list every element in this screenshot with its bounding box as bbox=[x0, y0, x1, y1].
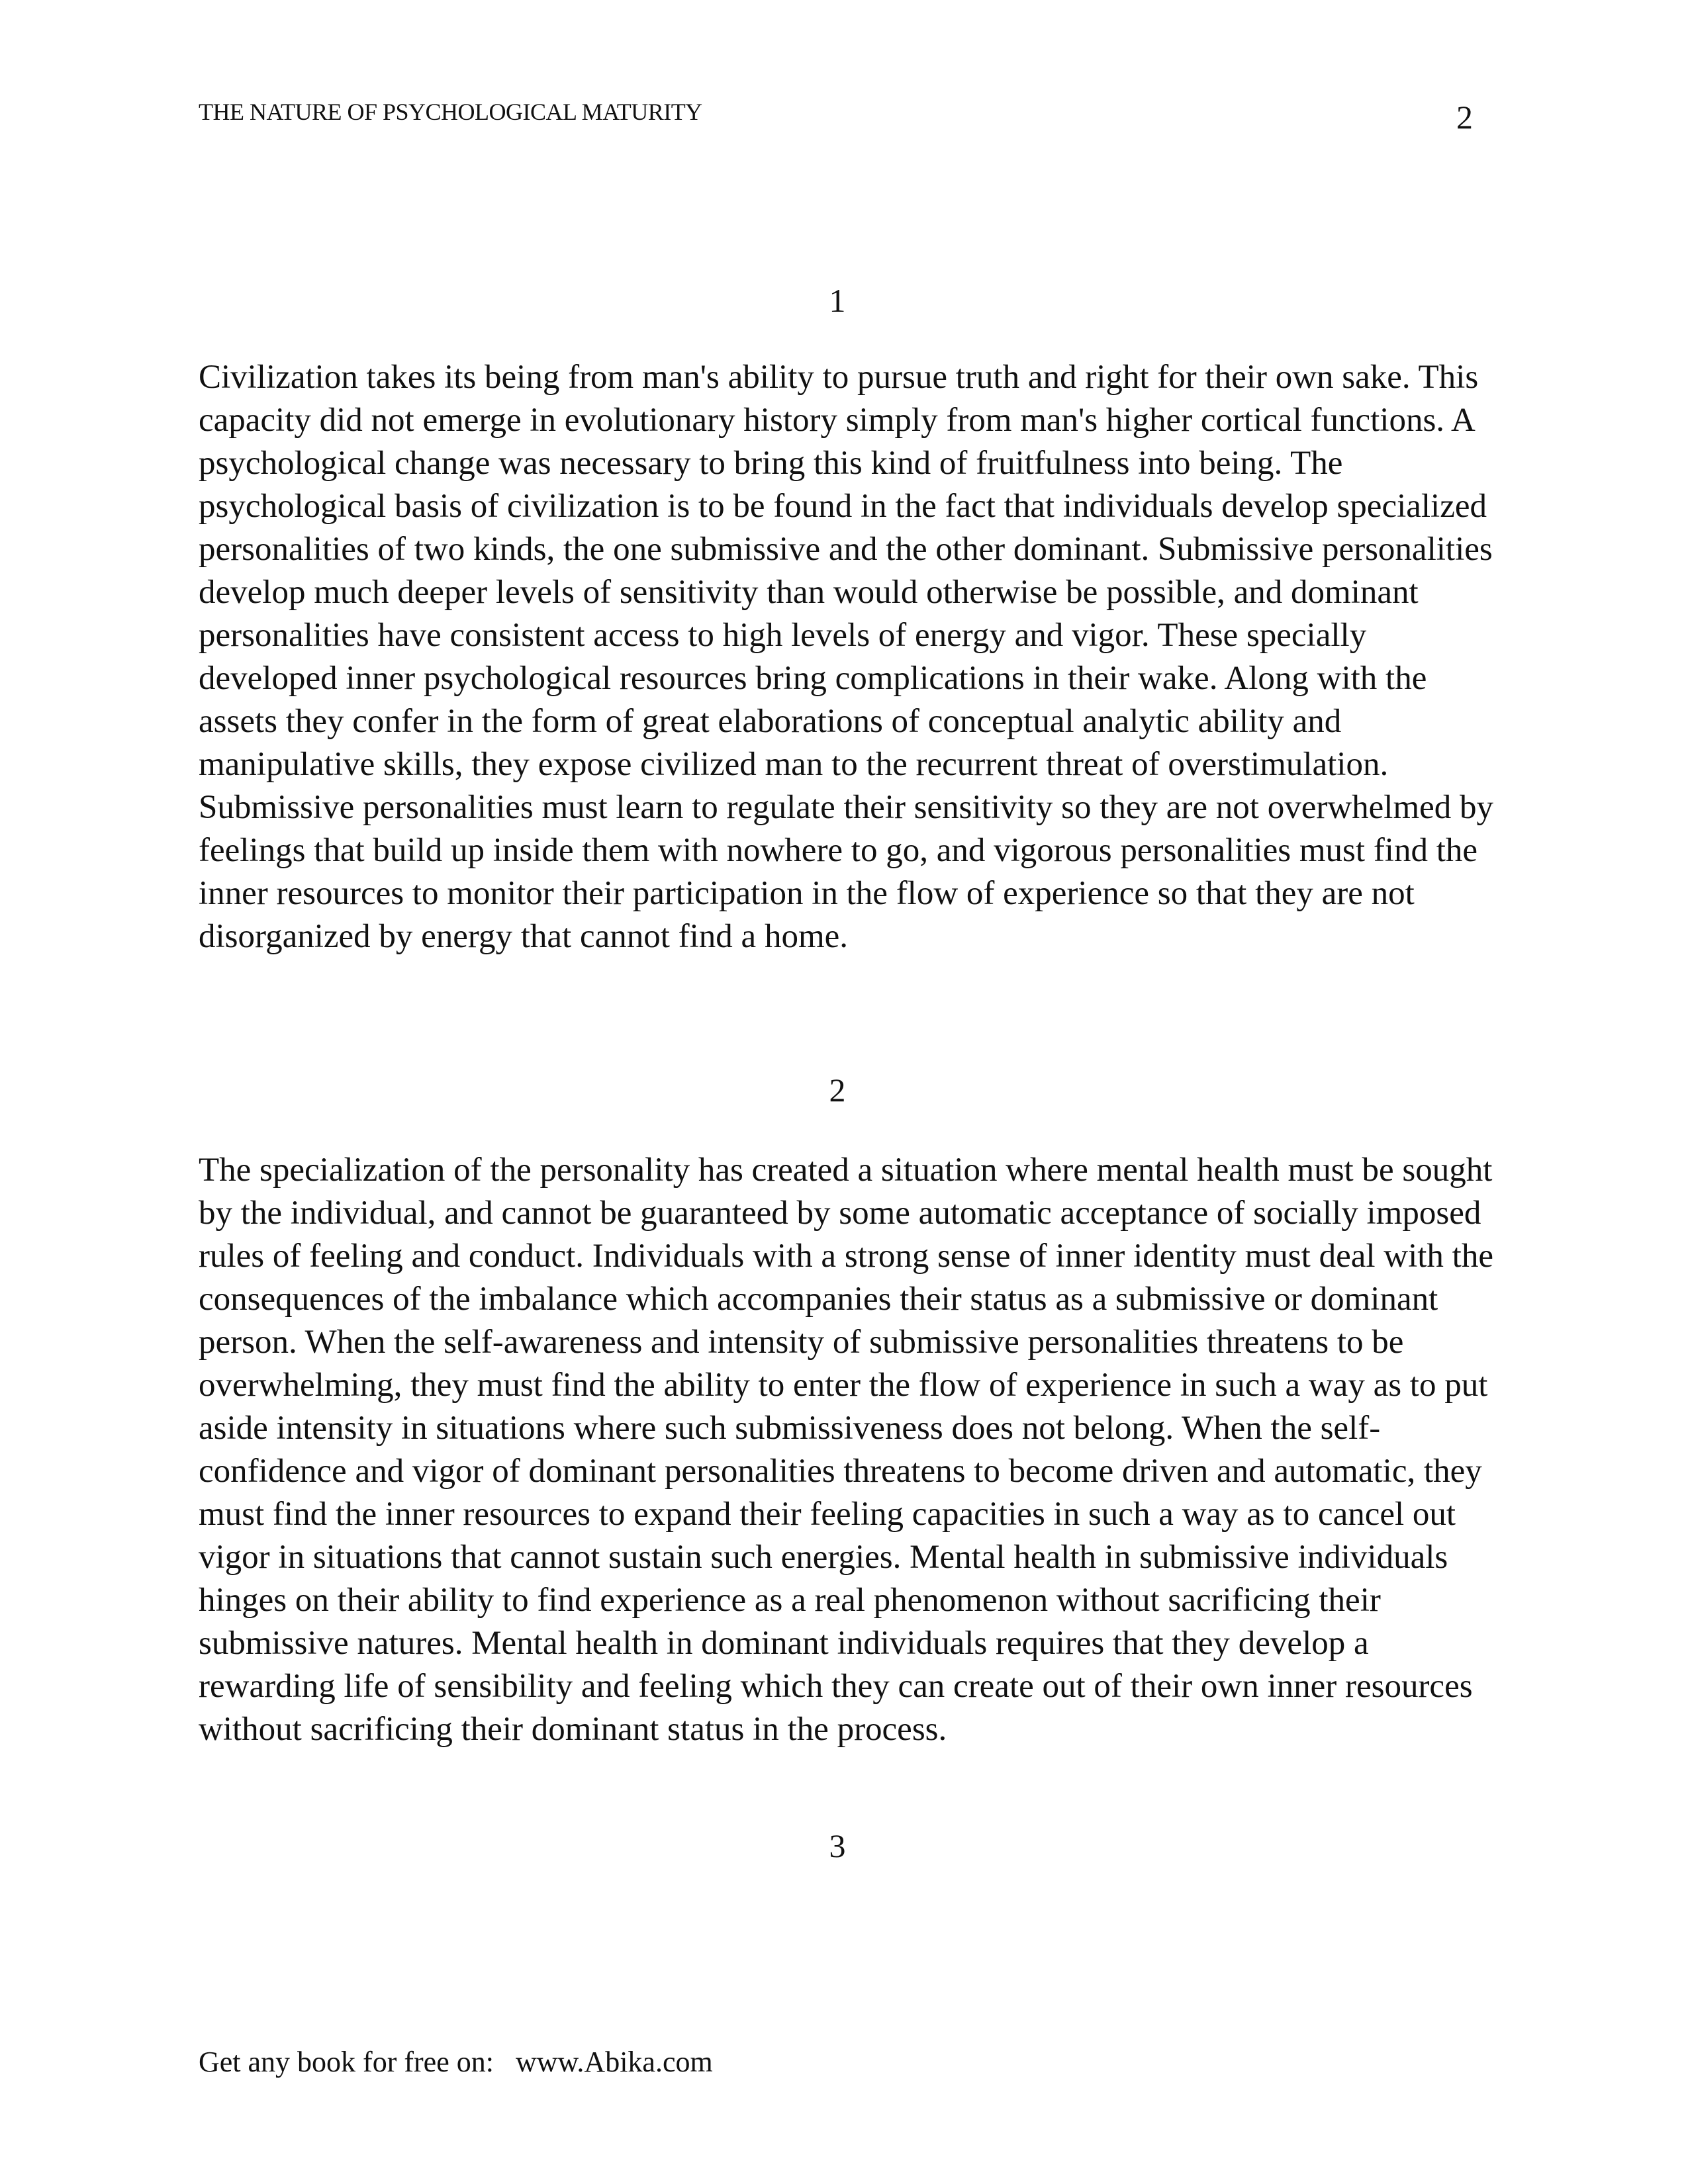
section-number-3: 3 bbox=[829, 1827, 846, 1864]
section-1-paragraph: Civilization takes its being from man's ability to pursue truth and right for their own sake. This capacity did not emerge in evolutionary history simply from man's higher cortical functions. A psychological change was necessary to bring this kind of fruitfulness into being. The psychological basis of civilization is to be found in the fact that individuals develop specialized personalities of two kinds, the one submissive and the other dominant. Submissive personalities develop much deeper levels of sensitivity than would otherwise be possible, and dominant personalities have consistent access to high levels of energy and vigor. These specially developed inner psychological resources bring complications in their wake. Along with the assets they confer in the form of great elaborations of conceptual analytic ability and manipulative skills, they expose civilized man to the recurrent threat of overstimulation. Submissive personalities must learn to regulate their sensitivity so they are not overwhelmed by feelings that build up inside them with nowhere to go, and vigorous personalities must find the inner resources to monitor their participation in the flow of experience so that they are not disorganized by energy that cannot find a home. bbox=[199, 359, 1494, 955]
page-number: 2 bbox=[1456, 99, 1473, 136]
section-number-2: 2 bbox=[829, 1071, 846, 1109]
section-number-1: 1 bbox=[829, 282, 846, 319]
footer-text: Get any book for free on: www.Abika.com bbox=[199, 2046, 713, 2078]
running-title: THE NATURE OF PSYCHOLOGICAL MATURITY bbox=[199, 99, 702, 125]
section-2-paragraph: The specialization of the personality has created a situation where mental health must be sought by the individual, and cannot be guaranteed by some automatic acceptance of socially imposed rules of feeling and conduct. Individuals with a strong sense of inner identity must deal with the consequences of the imbalance which accompanies their status as a submissive or dominant person. When the self-awareness and intensity of submissive personalities threatens to be overwhelming, they must find the ability to enter the flow of experience in such a way as to put aside intensity in situations where such submissiveness does not belong. When the self-confidence and vigor of dominant personalities threatens to become driven and automatic, they must find the inner resources to expand their feeling capacities in such a way as to cancel out vigor in situations that cannot sustain such energies. Mental health in submissive individuals hinges on their ability to find experience as a real phenomenon without sacrificing their submissive natures. Mental health in dominant individuals requires that they develop a rewarding life of sensibility and feeling which they can create out of their own inner resources without sacrificing their dominant status in the process. bbox=[199, 1152, 1493, 1748]
